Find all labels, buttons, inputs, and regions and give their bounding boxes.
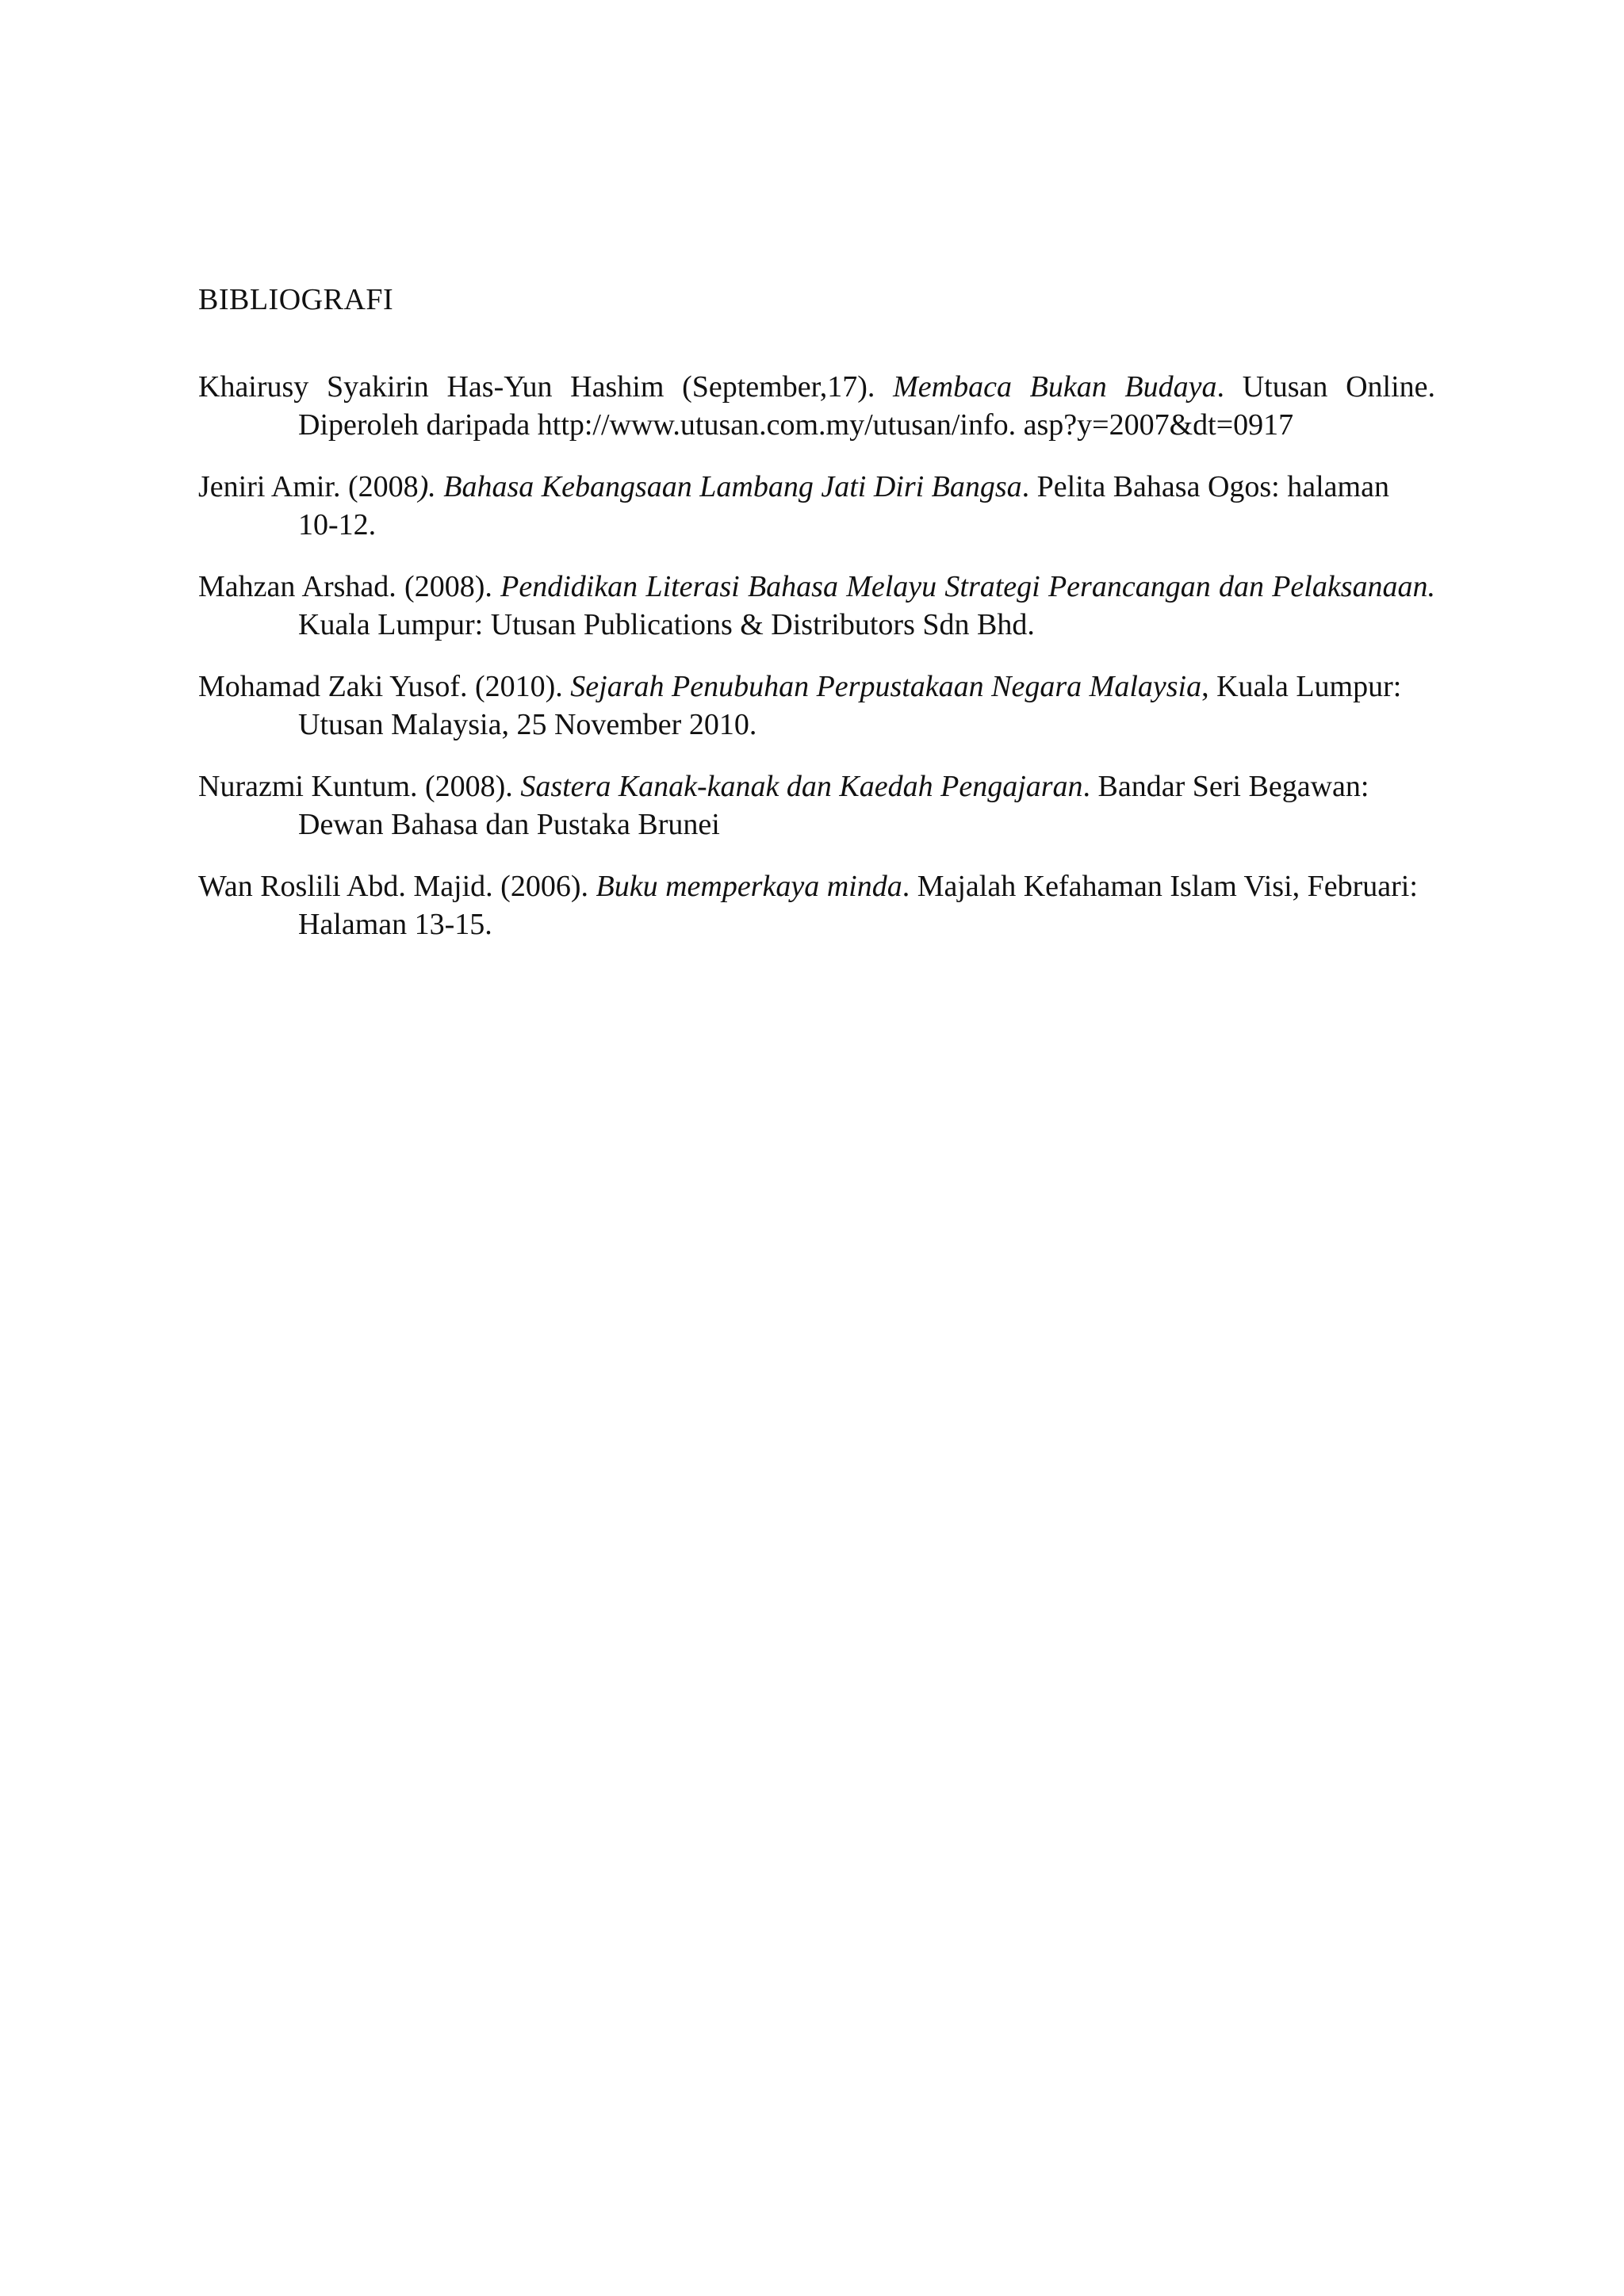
reference-title: Membaca Bukan Budaya [893, 370, 1217, 404]
reference-author: Khairusy Syakirin Has-Yun Hashim (September,17). [198, 370, 875, 404]
reference-title: Sejarah Penubuhan Perpustakaan Negara Malaysia [570, 670, 1202, 703]
reference-author: Jeniri Amir. (2008 [198, 470, 419, 503]
reference-details: Kuala Lumpur: Utusan Publications & Distributors Sdn Bhd. [298, 608, 1035, 641]
reference-title: ). Bahasa Kebangsaan Lambang Jati Diri Bangsa [418, 470, 1022, 503]
reference-author: Nurazmi Kuntum. (2008). [198, 770, 513, 803]
bibliography-section [198, 279, 1435, 967]
reference-item [198, 867, 1435, 943]
reference-item [198, 668, 1435, 744]
reference-details: . Pelita Bahasa Ogos: halaman 10-12. [298, 470, 1389, 541]
reference-title: Buku memperkaya minda [596, 870, 902, 903]
reference-item [198, 468, 1435, 544]
page-title: BIBLIOGRAFI [198, 283, 394, 316]
reference-author: Wan Roslili Abd. Majid. (2006). [198, 870, 588, 903]
reference-author: Mohamad Zaki Yusof. (2010). [198, 670, 563, 703]
reference-details: , Kuala Lumpur: Utusan Malaysia, 25 November 2010. [298, 670, 1402, 741]
reference-title: Sastera Kanak-kanak dan Kaedah Pengajaran [520, 770, 1083, 803]
reference-item [198, 568, 1435, 644]
reference-details: . Utusan Online. Diperoleh daripada http://www.utusan.com.my/utusan/info. asp?y=2007&dt=0917 [298, 370, 1436, 442]
reference-title: Pendidikan Literasi Bahasa Melayu Strategi Perancangan dan Pelaksanaan. [500, 570, 1435, 603]
reference-details: . Majalah Kefahaman Islam Visi, Februari: Halaman 13-15. [298, 870, 1418, 941]
reference-details: . Bandar Seri Begawan: Dewan Bahasa dan Pustaka Brunei [298, 770, 1369, 841]
reference-item [198, 767, 1435, 844]
reference-author: Mahzan Arshad. (2008). [198, 570, 492, 603]
reference-item [198, 368, 1435, 444]
